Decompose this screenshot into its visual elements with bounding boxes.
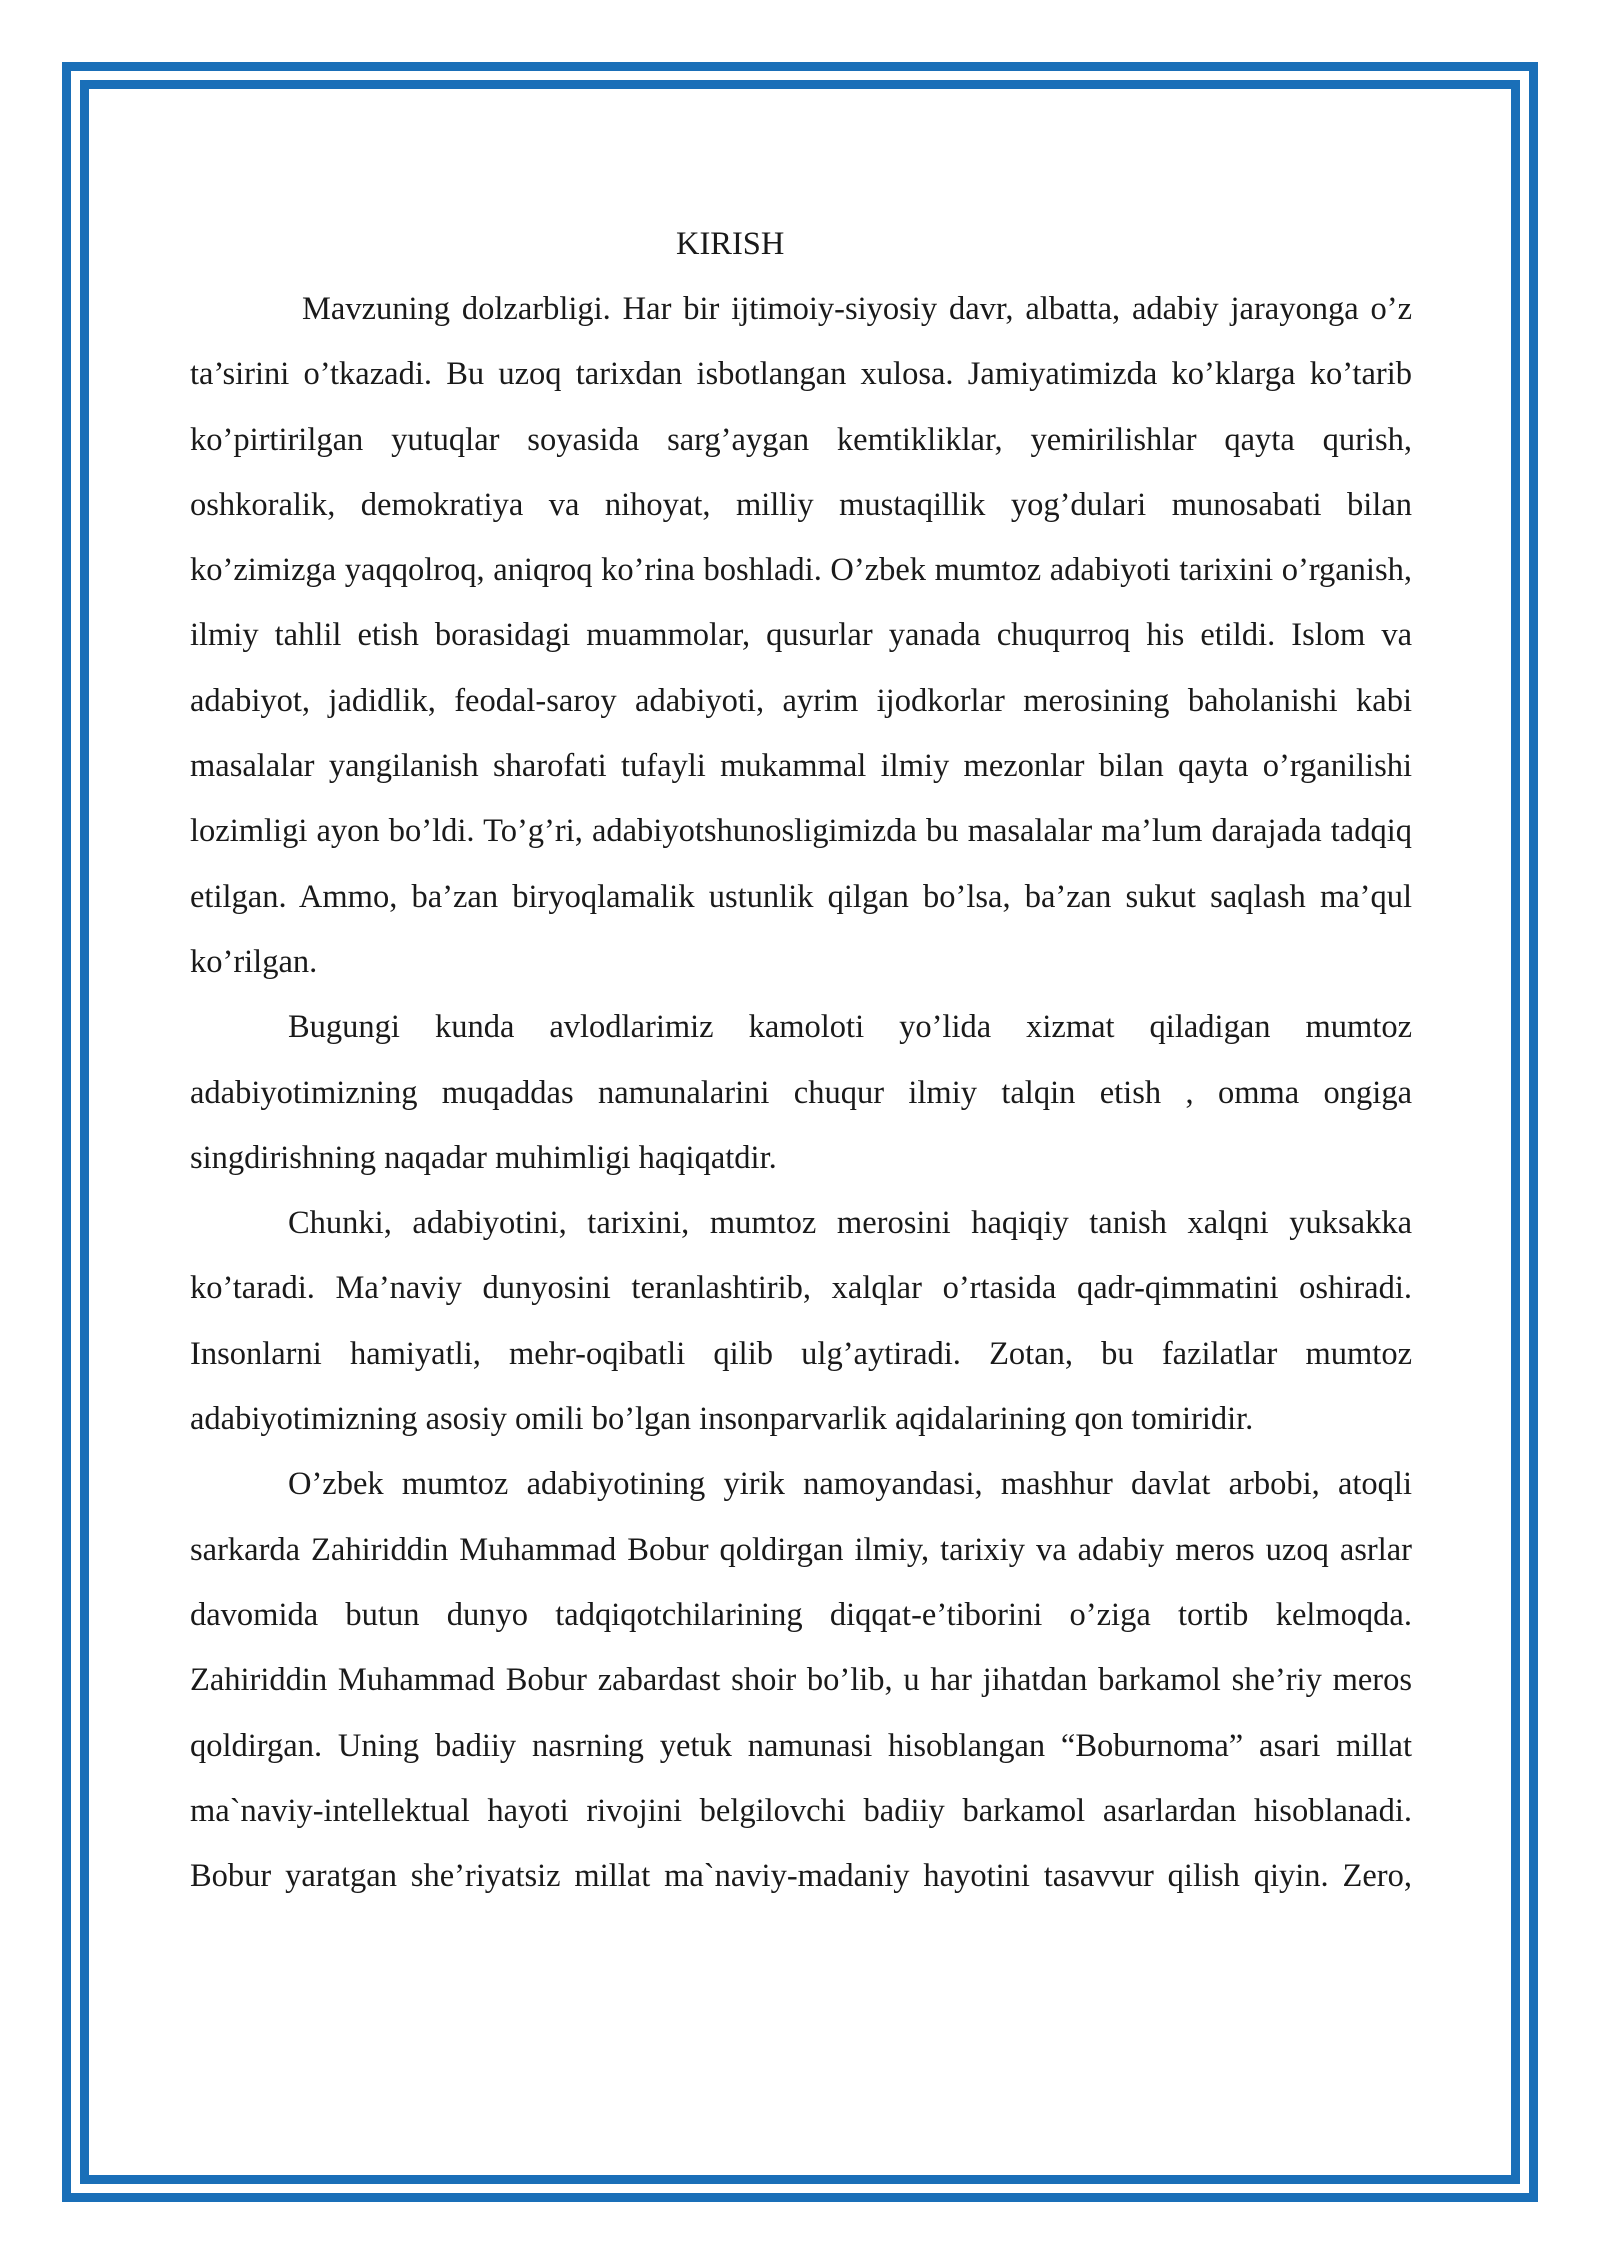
- section-title: KIRISH: [676, 226, 785, 262]
- paragraph-because: Chunki, adabiyotini, tarixini, mumtoz merosini haqiqiy tanish xalqni yuksakka ko’taradi. Ma’naviy dunyosini teranlashtirib, xalqlar o’rtasida qadr-qimmatini oshiradi. Insonlarni hamiyatli, mehr-oqibatli qilib ulg’aytiradi. Zotan, bu fazilatlar mumtoz adabiyotimizning asosiy omili bo’lgan insonparvarlik aqidalarining qon tomiridir.: [190, 1205, 1412, 1438]
- paragraph-relevance: Mavzuning dolzarbligi. Har bir ijtimoiy-siyosiy davr, albatta, adabiy jarayonga o’z ta’sirini o’tkazadi. Bu uzoq tarixdan isbotlangan xulosa. Jamiyatimizda ko’klarga ko’tarib ko’pirtirilgan yutuqlar soyasida sarg’aygan kemtikliklar, yemirilishlar qayta qurish, oshkoralik, demokratiya va nihoyat, milliy mustaqillik yog’dulari munosabati bilan ko’zimizga yaqqolroq, aniqroq ko’rina boshladi. O’zbek mumtoz adabiyoti tarixini o’rganish, ilmiy tahlil etish borasidagi muammolar, qusurlar yanada chuqurroq his etildi. Islom va adabiyot, jadidlik, feodal-saroy adabiyoti, ayrim ijodkorlar merosining baholanishi kabi masalalar yangilanish sharofati tufayli mukammal ilmiy mezonlar bilan qayta o’rganilishi lozimligi ayon bo’ldi. To’g’ri, adabiyotshunosligimizda bu masalalar ma’lum darajada tadqiq etilgan. Ammo, ba’zan biryoqlamalik ustunlik qilgan bo’lsa, ba’zan sukut saqlash ma’qul ko’rilgan.: [190, 291, 1412, 980]
- paragraph-bobur: O’zbek mumtoz adabiyotining yirik namoyandasi, mashhur davlat arbobi, atoqli sarkarda Zahiriddin Muhammad Bobur qoldirgan ilmiy, tarixiy va adabiy meros uzoq asrlar davomida butun dunyo tadqiqotchilarining diqqat-e’tiborini o’ziga tortib kelmoqda. Zahiriddin Muhammad Bobur zabardast shoir bo’lib, u har jihatdan barkamol she’riy meros qoldirgan. Uning badiiy nasrning yetuk namunasi hisoblangan “Boburnoma” asari millat ma`naviy-intellektual hayoti rivojini belgilovchi badiiy barkamol asarlardan hisoblanadi. Bobur yaratgan she’riyatsiz millat ma`naviy-madaniy hayotini tasavvur qilish qiyin. Zero,: [190, 1466, 1412, 1895]
- paragraph-today: Bugungi kunda avlodlarimiz kamoloti yo’lida xizmat qiladigan mumtoz adabiyotimizning muqaddas namunalarini chuqur ilmiy talqin etish , omma ongiga singdirishning naqadar muhimligi haqiqatdir.: [190, 1009, 1412, 1176]
- document-body: [190, 212, 1412, 1909]
